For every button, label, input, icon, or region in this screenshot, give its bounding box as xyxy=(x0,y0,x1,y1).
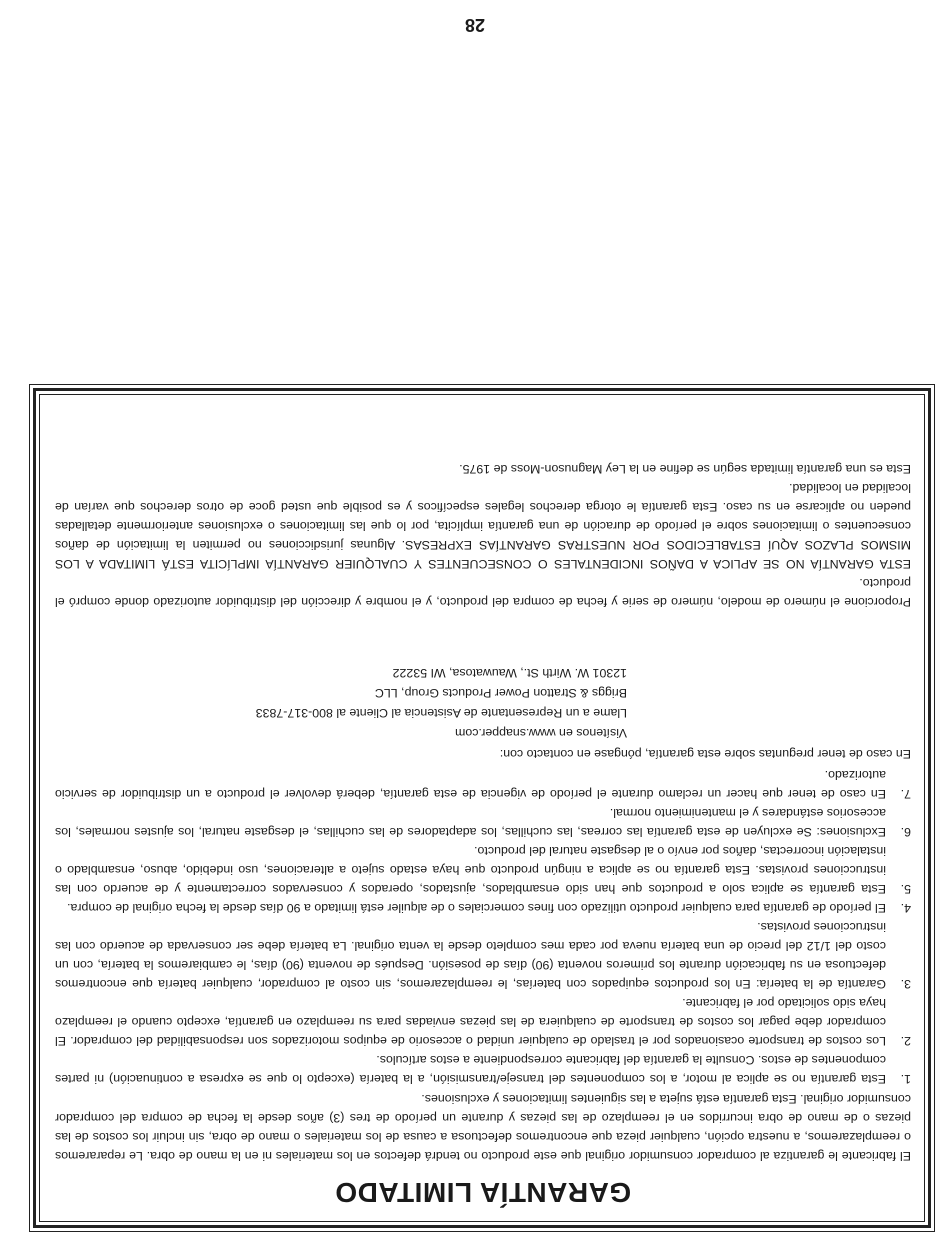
list-item: 7. En caso de tener que hacer un reclamo durante el período de vigencia de esta garantía, deberá devolver el producto a un distribuidor de servicio autorizado. xyxy=(55,768,911,801)
document-page: GARANTÍA LIMITADO El fabricante le garantiza al comprador consumidor original que este producto no tendrá defectos en los materiales ni en la mano de obra. Le repararemos o reemplazaremos, a nuestra opción, cualquier pieza que encontremos defectuosa a causa de los materiales o mano de obra, sin incluir los costos de las piezas o de mano de obra incurridos en el reemplazo de las piezas y durante un período de tres (3) años desde la fecha de compra del comprador consumidor original. Esta garantía está sujeta a las siguientes limitaciones y exclusiones. 1. Esta garantía no se aplica al motor, a los componentes del transeje/transmisión, a la batería (excepto lo que se expresa a continuación) ni partes componentes de estos. Consulte la garantía del fabricante correspondiente a estos artículos. 2. Los costos de transporte ocasionados por el traslado de cualquier unidad o accesorio de equipos motorizados son responsabilidad del comprador. El comprador debe pagar los costos de transporte de cualquiera de las piezas enviadas para su reemplazo en garantía, excepto cuando el reemplazo haya sido solicitado por el fabricante. 3. Garantía de la batería: En los productos equipados con baterías, le reemplazaremos, sin costo al comprador, cualquier batería que encontremos defectuosa en su fabricación durante los primeros noventa (90) días de posesión. Después de noventa (90) días, le cambiaremos la batería, con un costo del 1/12 del precio de una batería nueva por cada mes completo desde la venta original. La batería debe ser conservada de acuerdo con las instrucciones provistas. 4. El período de garantía para cualquier producto utilizado con fines comerciales o de alquiler está limitado a 90 días desde la fecha original de compra. 5. Esta garantía se aplica solo a productos que han sido ensamblados, ajustados, operados y conservados correctamente y de acuerdo con las instrucciones provistas. Esta garantía no se aplica a ningún producto que haya estado sujeto a alteraciones, uso indebido, abuso, ensamblado o instalación incorrectas, daños por envío o al desgaste natural del producto. 6. Exclusiones: Se excluyen de esta garantía las correas, las cuchillas, los adaptadores de las cuchillas, el desgaste natural, los ajustes normales, los accesorios estándares y el mantenimiento normal. 7. En caso de tener que hacer un reclamo durante el período de vigencia de esta garantía, deberá devolver el producto a un distribuidor de servicio autorizado. En caso de tener preguntas sobre esta garantía, póngase en contacto con: Visítenos en www.snapper.com Llame a un Representante de Asistencia al Cliente al 800-317-7833 Briggs & Stratton Power Products Group, LLC 12301 W. Wirth St., Wauwatosa, WI 53222 Proporcione el número de modelo, número de serie y fecha de compra del producto, y el nombre y dirección del distribuidor autorizado donde compró el producto. ESTA GARANTÍA NO SE APLICA A DAÑOS INCIDENTALES O CONSECUENTES Y CUALQUIER GARANTÍA IMPLÍCITA ESTÁ LIMITADA A LOS MISMOS PLAZOS AQUÍ ESTABLECIDOS POR NUESTRAS GARANTÍAS EXPRESAS. Algunas jurisdicciones no permiten la limitación de daños consecuentes o limitaciones sobre el período de duración de una garantía implícita, por lo que las limitaciones o exclusiones anteriormente detalladas pueden no aplicarse en su caso. Esta garantía le otorga derechos legales específicos y es posible que usted goce de otros derechos que varían de localidad en localidad. Esta es una garantía limitada según se define en la Ley Magnuson-Moss de 1975. 28 xyxy=(0,0,950,1248)
list-item: 3. Garantía de la batería: En los productos equipados con baterías, le reemplazaremos, sin costo al comprador, cualquier batería que encontremos defectuosa en su fabricación durante los primeros noventa (90) días de posesión. Después de noventa (90) días, le cambiaremos la batería, con un costo del 1/12 del precio de una batería nueva por cada mes completo desde la venta original. La batería debe ser conservada de acuerdo con las instrucciones provistas. xyxy=(55,920,911,991)
contact-prompt: En caso de tener preguntas sobre esta garantía, póngase en contacto con: xyxy=(499,747,911,761)
provide-info-text: Proporcione el número de modelo, número de serie y fecha de compra del producto, y el nombre y dirección del distribuidor autorizado donde compró el producto. xyxy=(55,576,911,609)
warranty-box xyxy=(29,384,935,1232)
list-item: 4. El período de garantía para cualquier producto utilizado con fines comerciales o de alquiler está limitado a 90 días desde la fecha original de compra. xyxy=(67,901,911,915)
list-item: 2. Los costos de transporte ocasionados por el traslado de cualquier unidad o accesorio de equipos motorizados son responsabilidad del comprador. El comprador debe pagar los costos de transporte de cualquiera de las piezas enviadas para su reemplazo en garantía, excepto cuando el reemplazo haya sido solicitado por el fabricante. xyxy=(55,996,911,1048)
contact-website: Visítenos en www.snapper.com xyxy=(455,726,627,740)
list-item: 5. Esta garantía se aplica solo a productos que han sido ensamblados, ajustados, operados y conservados correctamente y de acuerdo con las instrucciones provistas. Esta garantía no se aplica a ningún producto que haya estado sujeto a alteraciones, uso indebido, abuso, ensamblado o instalación incorrectas, daños por envío o al desgaste natural del producto. xyxy=(55,844,911,896)
list-item: 6. Exclusiones: Se excluyen de esta garantía las correas, las cuchillas, los adaptadores de las cuchillas, el desgaste natural, los ajustes normales, los accesorios estándares y el mantenimiento normal. xyxy=(55,806,911,839)
list-item: 1. Esta garantía no se aplica al motor, a los componentes del transeje/transmisión, a la batería (excepto lo que se expresa a continuación) ni partes componentes de estos. Consulte la garantía del fabricante correspondiente a estos artículos. xyxy=(55,1053,911,1086)
warranty-title: GARANTÍA LIMITADO xyxy=(334,1177,632,1208)
warranty-conditions-list xyxy=(55,765,911,1088)
disclaimer-text: ESTA GARANTÍA NO SE APLICA A DAÑOS INCIDENTALES O CONSECUENTES Y CUALQUIER GARANTÍA IMPLÍCITA ESTÁ LIMITADA A LOS MISMOS PLAZOS AQUÍ ESTABLECIDOS POR NUESTRAS GARANTÍAS EXPRESAS. Algunas jurisdicciones no permiten la limitación de daños consecuentes o limitaciones sobre el período de duración de una garantía implícita, por lo que las limitaciones o exclusiones anteriormente detalladas pueden no aplicarse en su caso. Esta garantía le otorga derechos legales específicos y es posible que usted goce de otros derechos que varían de localidad en localidad. xyxy=(55,481,911,571)
contact-address: 12301 W. Wirth St., Wauwatosa, WI 53222 xyxy=(392,666,627,680)
contact-phone: Llame a un Representante de Asistencia al Cliente al 800-317-7833 xyxy=(255,706,627,720)
contact-company: Briggs & Stratton Power Products Group, LLC xyxy=(374,686,627,700)
warranty-intro: El fabricante le garantiza al comprador consumidor original que este producto no tendrá defectos en los materiales ni en la mano de obra. Le repararemos o reemplazaremos, a nuestra opción, cualquier pieza que encontremos defectuosa a causa de los materiales o mano de obra, sin incluir los costos de las piezas o de mano de obra incurridos en el reemplazo de las piezas y durante un período de tres (3) años desde la fecha de compra del comprador consumidor original. Esta garantía está sujeta a las siguientes limitaciones y exclusiones. xyxy=(55,1092,911,1163)
magnuson-moss-note: Esta es una garantía limitada según se define en la Ley Magnuson-Moss de 1975. xyxy=(459,462,911,476)
contact-block xyxy=(55,663,627,743)
